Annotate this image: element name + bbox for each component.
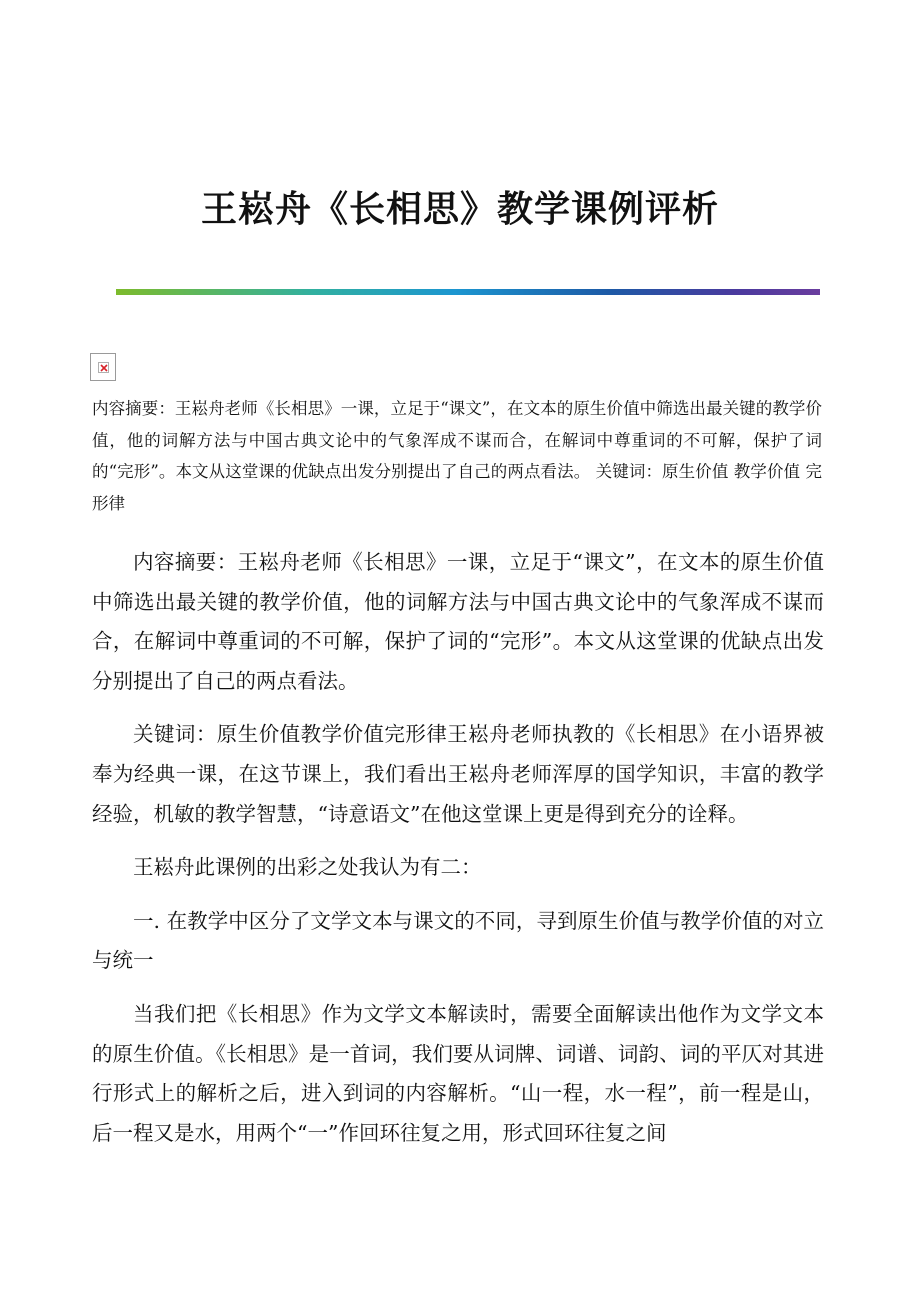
broken-image-icon [90, 353, 116, 381]
document-title: 王崧舟《长相思》教学课例评析 [200, 188, 719, 230]
section-heading-1: 一. 在教学中区分了文学文本与课文的不同，寻到原生价值与教学价值的对立与统一 [92, 908, 824, 973]
abstract-keywords-block: 内容摘要：王崧舟老师《长相思》一课，立足于“课文”，在文本的原生价值中筛选出最关键的教学价值，他的词解方法与中国古典文论中的气象浑成不谋而合，在解词中尊重词的不可解，保护了词的“完形”。本文从这堂课的优缺点出发分别提出了自己的两点看法。 关键词：原生价值 教学价值 完形律 [92, 399, 822, 513]
paragraph-analysis: 当我们把《长相思》作为文学文本解读时，需要全面解读出他作为文学文本的原生价值。《长相思》是一首词，我们要从词牌、词谱、词韵、词的平仄对其进行形式上的解析之后，进入到词的内容解析。“山一程，水一程”，前一程是山，后一程又是水，用两个“一”作回环往复之用，形式回环往复之间 [92, 1001, 824, 1145]
paragraph-keywords: 关键词：原生价值教学价值完形律王崧舟老师执教的《长相思》在小语界被奉为经典一课，在这节课上，我们看出王崧舟老师浑厚的国学知识，丰富的教学经验，机敏的教学智慧，“诗意语文”在他这堂课上更是得到充分的诠释。 [92, 722, 824, 826]
gradient-divider [116, 289, 820, 295]
broken-image-frame [98, 362, 109, 373]
red-x-icon [100, 364, 108, 372]
paragraph-abstract: 内容摘要：王崧舟老师《长相思》一课，立足于“课文”，在文本的原生价值中筛选出最关键的教学价值，他的词解方法与中国古典文论中的气象浑成不谋而合，在解词中尊重词的不可解，保护了词的“完形”。本文从这堂课的优缺点出发分别提出了自己的两点看法。 [92, 550, 824, 693]
paragraph-highlights-intro: 王崧舟此课例的出彩之处我认为有二： [133, 855, 482, 880]
document-body [92, 543, 824, 1167]
